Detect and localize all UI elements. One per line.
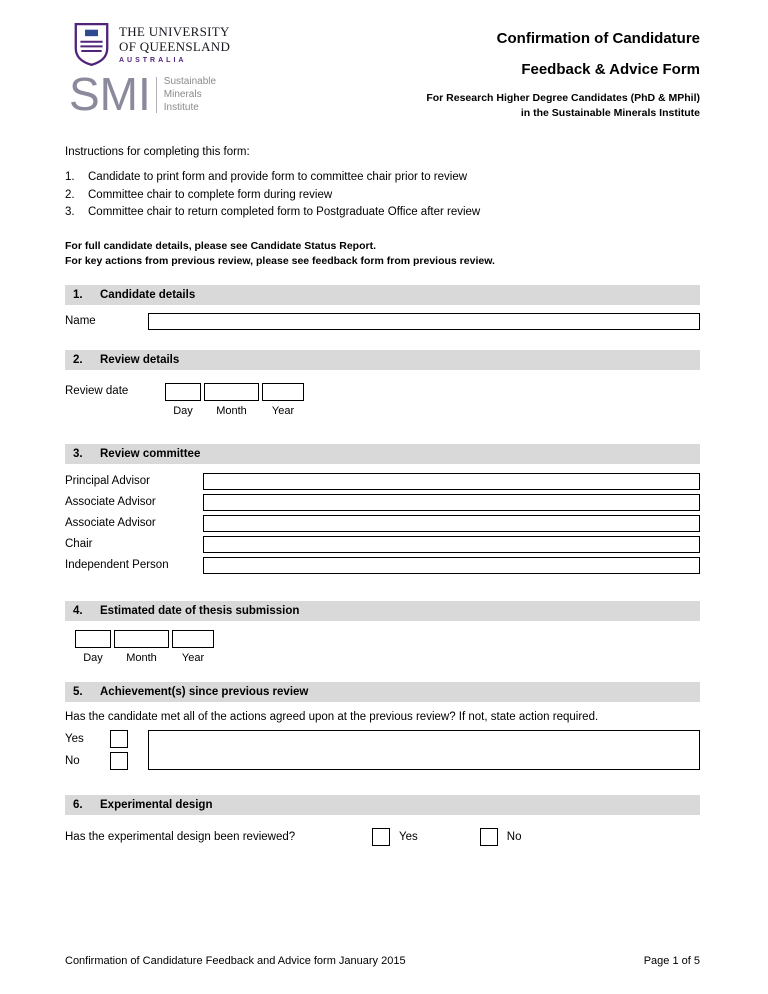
year-label: Year	[271, 404, 295, 417]
experimental-design-row	[65, 828, 700, 846]
smi-logo	[69, 68, 300, 120]
name-label: Name	[65, 315, 96, 328]
associate-advisor-1-input[interactable]	[203, 494, 700, 511]
logo-block	[65, 22, 300, 120]
smi-word-2: Minerals	[163, 89, 202, 101]
achievements-no-row	[65, 752, 148, 770]
candidate-name-row	[65, 313, 700, 330]
thesis-date-labels	[75, 652, 700, 664]
thesis-date-month-input[interactable]	[114, 630, 169, 648]
note-previous-review: For key actions from previous review, please see feedback form from previous review.	[65, 255, 495, 268]
day-label: Day	[83, 651, 103, 664]
yes-label: Yes	[399, 830, 418, 843]
review-date-year-input[interactable]	[262, 383, 304, 401]
review-date-group	[165, 383, 304, 417]
achievements-yn-column	[65, 730, 148, 774]
form-title-line2: Feedback & Advice Form	[521, 61, 700, 78]
review-date-month-input[interactable]	[204, 383, 259, 401]
section-1-title: Candidate details	[100, 288, 196, 301]
committee-row	[65, 494, 700, 511]
thesis-date-boxes	[75, 630, 700, 648]
achievements-question: Has the candidate met all of the actions agreed upon at the previous review? If not, state action required.	[65, 710, 599, 723]
section-2-number: 2.	[73, 353, 83, 366]
associate-advisor-2-input[interactable]	[203, 515, 700, 532]
title-block	[426, 22, 700, 120]
yes-label: Yes	[65, 732, 84, 745]
section-3-title: Review committee	[100, 447, 201, 460]
chair-input[interactable]	[203, 536, 700, 553]
section-5-number: 5.	[73, 685, 83, 698]
section-5-header	[65, 682, 700, 702]
committee-row	[65, 473, 700, 490]
review-date-row	[65, 383, 700, 417]
associate-advisor-1-label: Associate Advisor	[65, 496, 156, 509]
thesis-date-group	[75, 630, 700, 664]
smi-acronym: SMI	[69, 68, 151, 120]
form-subtitle-line2: in the Sustainable Minerals Institute	[520, 106, 700, 119]
section-4-header	[65, 601, 700, 621]
review-date-day-input[interactable]	[165, 383, 201, 401]
uq-wordmark-line2: OF QUEENSLAND	[119, 38, 231, 54]
notes	[65, 239, 700, 269]
note-candidate-status: For full candidate details, please see Candidate Status Report.	[65, 240, 376, 253]
uq-wordmark-line1: THE UNIVERSITY	[119, 24, 230, 39]
instruction-text: Committee chair to return completed form to Postgraduate Office after review	[88, 205, 481, 218]
instruction-item	[65, 204, 700, 221]
smi-wordmark	[164, 75, 216, 114]
section-2-header	[65, 350, 700, 370]
smi-word-3: Institute	[163, 102, 199, 114]
committee-row	[65, 515, 700, 532]
footer-document-name: Confirmation of Candidature Feedback and Advice form January 2015	[65, 955, 406, 967]
instructions-heading: Instructions for completing this form:	[65, 146, 250, 159]
section-3-header	[65, 444, 700, 464]
independent-person-input[interactable]	[203, 557, 700, 574]
year-label: Year	[181, 651, 205, 664]
principal-advisor-input[interactable]	[203, 473, 700, 490]
section-1-number: 1.	[73, 288, 83, 301]
month-label: Month	[126, 651, 157, 664]
thesis-date-year-input[interactable]	[172, 630, 214, 648]
footer	[65, 955, 700, 967]
no-label: No	[506, 830, 522, 843]
section-3-number: 3.	[73, 447, 83, 460]
chair-label: Chair	[65, 538, 93, 551]
section-5-title: Achievement(s) since previous review	[100, 685, 309, 698]
candidate-name-input[interactable]	[148, 313, 700, 330]
instruction-number: 3.	[65, 205, 75, 218]
uq-crest-icon	[73, 22, 110, 67]
committee-row	[65, 536, 700, 553]
committee-row	[65, 557, 700, 574]
instruction-item	[65, 187, 700, 204]
month-label: Month	[216, 404, 247, 417]
review-date-boxes	[165, 383, 304, 401]
form-subtitle-line1: For Research Higher Degree Candidates (PhD & MPhil)	[426, 92, 700, 104]
instruction-item	[65, 169, 700, 186]
form-subtitle	[426, 91, 700, 120]
review-date-labels	[165, 405, 304, 417]
instruction-number: 2.	[65, 188, 75, 201]
achievements-yes-row	[65, 730, 148, 748]
smi-logo-divider	[156, 77, 157, 113]
instruction-text: Committee chair to complete form during review	[88, 188, 333, 201]
achievements-yes-checkbox[interactable]	[110, 730, 128, 748]
principal-advisor-label: Principal Advisor	[65, 475, 151, 488]
footer-page-number: Page 1 of 5	[643, 955, 700, 967]
associate-advisor-2-label: Associate Advisor	[65, 517, 156, 530]
uq-wordmark-line3: AUSTRALIA	[119, 57, 187, 65]
section-4-title: Estimated date of thesis submission	[100, 604, 300, 617]
instructions-list	[65, 169, 700, 221]
form-title-line1: Confirmation of Candidature	[496, 30, 700, 47]
instruction-number: 1.	[65, 171, 75, 184]
no-label: No	[65, 754, 80, 767]
instruction-text: Candidate to print form and provide form to committee chair prior to review	[88, 171, 468, 184]
experimental-question: Has the experimental design been reviewed?	[65, 830, 296, 843]
section-6-header	[65, 795, 700, 815]
thesis-date-day-input[interactable]	[75, 630, 111, 648]
smi-word-1: Sustainable	[163, 76, 217, 88]
review-date-label: Review date	[65, 384, 129, 397]
independent-person-label: Independent Person	[65, 559, 169, 572]
uq-logo	[73, 22, 300, 67]
achievements-no-checkbox[interactable]	[110, 752, 128, 770]
section-6-title: Experimental design	[100, 798, 213, 811]
section-6-number: 6.	[73, 798, 83, 811]
experimental-yes-checkbox[interactable]	[372, 828, 390, 846]
section-2-title: Review details	[100, 353, 180, 366]
achievements-body	[65, 730, 700, 774]
day-label: Day	[173, 404, 193, 417]
uq-wordmark	[119, 22, 230, 65]
experimental-no-checkbox[interactable]	[480, 828, 498, 846]
section-4-number: 4.	[73, 604, 83, 617]
section-1-header	[65, 285, 700, 305]
achievements-text-area[interactable]	[148, 730, 700, 770]
header	[65, 0, 700, 120]
